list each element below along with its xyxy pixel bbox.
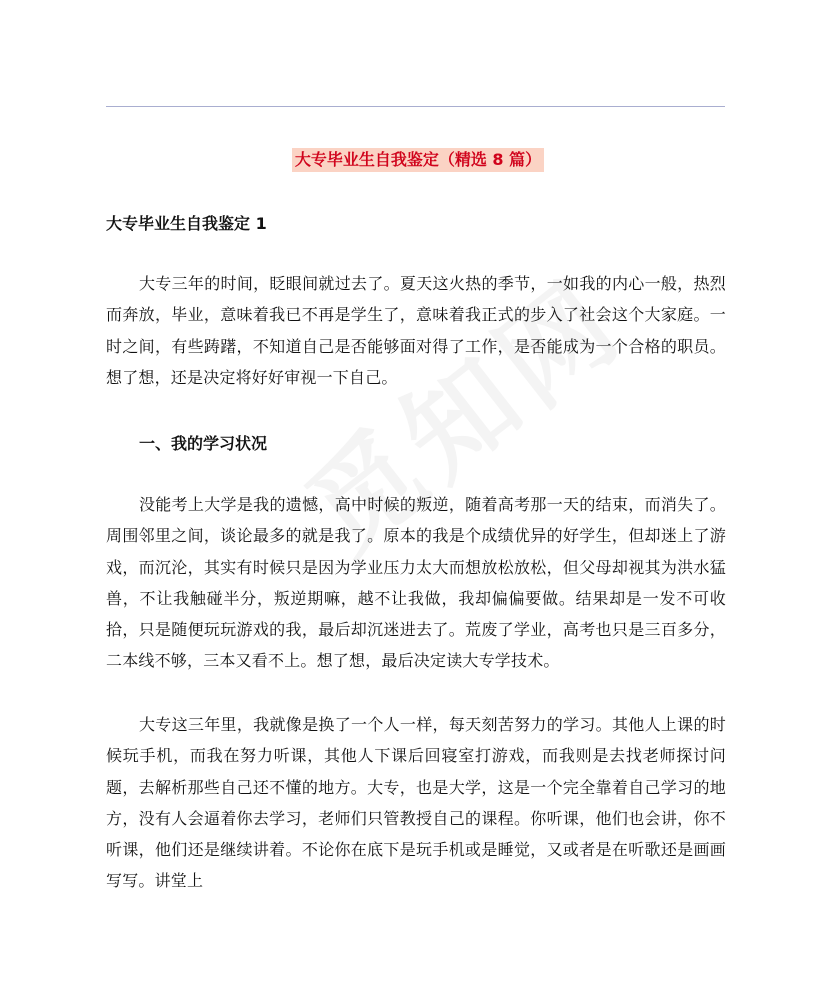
- paragraph-study-1: 没能考上大学是我的遗憾，高中时候的叛逆，随着高考那一天的结束，而消失了。周围邻里之间，谈论最多的就是我了。原本的我是个成绩优异的好学生，但却迷上了游戏，而沉沦，其实有时候只是因为学业压力太大而想放松放松，但父母却视其为洪水猛兽，不让我触碰半分，叛逆期嘛，越不让我做，我却偏偏要做。结果却是一发不可收拾，只是随便玩玩游戏的我，最后却沉迷进去了。荒废了学业，高考也只是三百多分，二本线不够，三本又看不上。想了想，最后决定读大专学技术。: [106, 495, 726, 671]
- paragraph-study-2: 大专这三年里，我就像是换了一个人一样，每天刻苦努力的学习。其他人上课的时候玩手机，而我在努力听课，其他人下课后回寝室打游戏，而我则是去找老师探讨问题，去解析那些自己还不懂的地方。大专，也是大学，这是一个完全靠着自己学习的地方，没有人会逼着你去学习，老师们只管教授自己的课程。你听课，他们也会讲，你不听课，他们还是继续讲着。不论你在底下是玩手机或是睡觉，又或者是在听歌还是画画写写。讲堂上: [106, 715, 726, 891]
- sub-heading-study: 一、我的学习状况: [139, 434, 268, 453]
- paragraph-intro: 大专三年的时间，眨眼间就过去了。夏天这火热的季节，一如我的内心一般，热烈而奔放，毕业，意味着我已不再是学生了，意味着我正式的步入了社会这个大家庭。一时之间，有些踌躇，不知道自己是否能够面对得了工作，是否能成为一个合格的职员。想了想，还是决定将好好审视一下自己。: [106, 274, 726, 387]
- document-title: 大专毕业生自我鉴定（精选 8 篇）: [292, 148, 544, 172]
- section-heading: 大专毕业生自我鉴定 1: [106, 214, 267, 233]
- header-rule: [106, 106, 725, 107]
- title-container: [0, 148, 830, 172]
